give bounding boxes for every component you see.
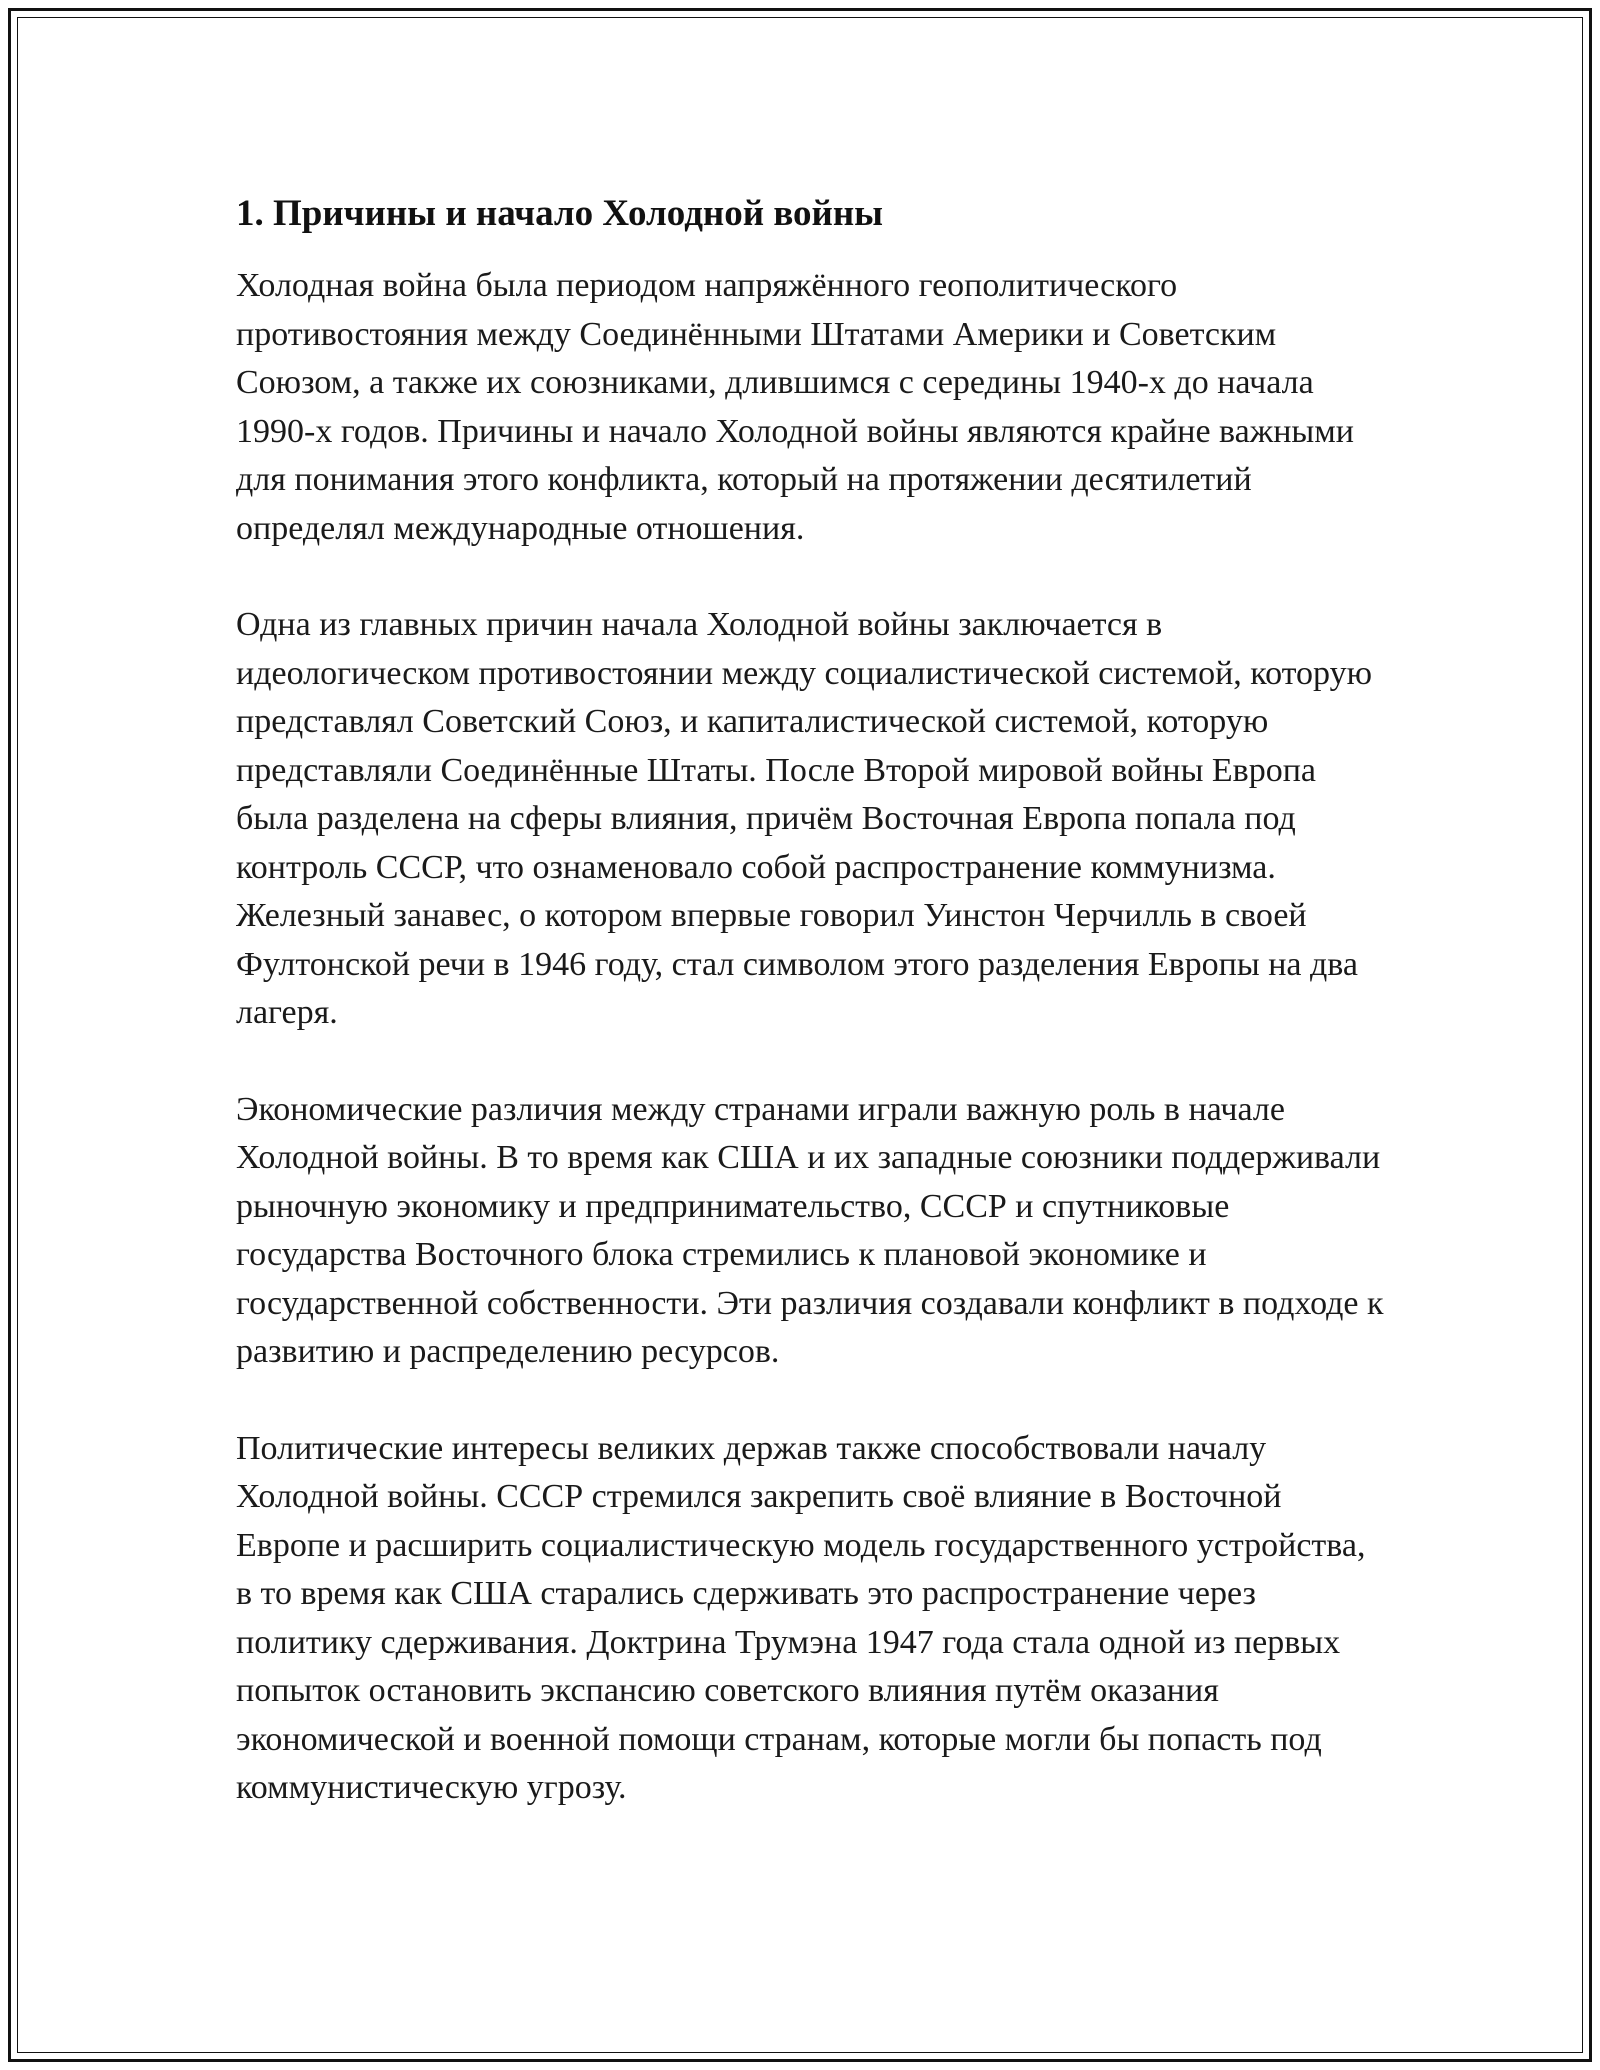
document-body [236, 188, 1386, 1813]
section-heading: 1. Причины и начало Холодной войны [236, 193, 884, 234]
paragraph-economy: Экономические различия между странами играли важную роль в начале Холодной войны. В то время как США и их западные союзники поддерживали рыночную экономику и предпринимательство, СССР и спутниковые государства Восточного блока стремились к плановой экономике и государственной собственности. Эти различия создавали конфликт в подходе к развитию и распределению ресурсов. [236, 1090, 1384, 1370]
paragraph-politics: Политические интересы великих держав также способствовали началу Холодной войны. СССР стремился закрепить своё влияние в Восточной Европе и расширить социалистическую модель государственного устройства, в то время как США старались сдерживать это распространение через политику сдерживания. Доктрина Трумэна 1947 года стала одной из первых попыток остановить экспансию советского влияния путём оказания экономической и военной помощи странам, которые могли бы попасть под коммунистическую угрозу. [236, 1429, 1366, 1806]
paragraph-ideology: Одна из главных причин начала Холодной войны заключается в идеологическом противостоянии между социалистической системой, которую представлял Советский Союз, и капиталистической системой, которую представляли Соединённые Штаты. После Второй мировой войны Европа была разделена на сферы влияния, причём Восточная Европа попала под контроль СССР, что ознаменовало собой распространение коммунизма. Железный занавес, о котором впервые говорил Уинстон Черчилль в своей Фултонской речи в 1946 году, стал символом этого разделения Европы на два лагеря. [236, 606, 1373, 1031]
paragraph-intro: Холодная война была периодом напряжённого геополитического противостояния между Соединёнными Штатами Америки и Советским Союзом, а также их союзниками, длившимся с середины 1940-х до начала 1990-х годов. Причины и начало Холодной войны являются крайне важными для понимания этого конфликта, который на протяжении десятилетий определял международные отношения. [236, 267, 1354, 547]
